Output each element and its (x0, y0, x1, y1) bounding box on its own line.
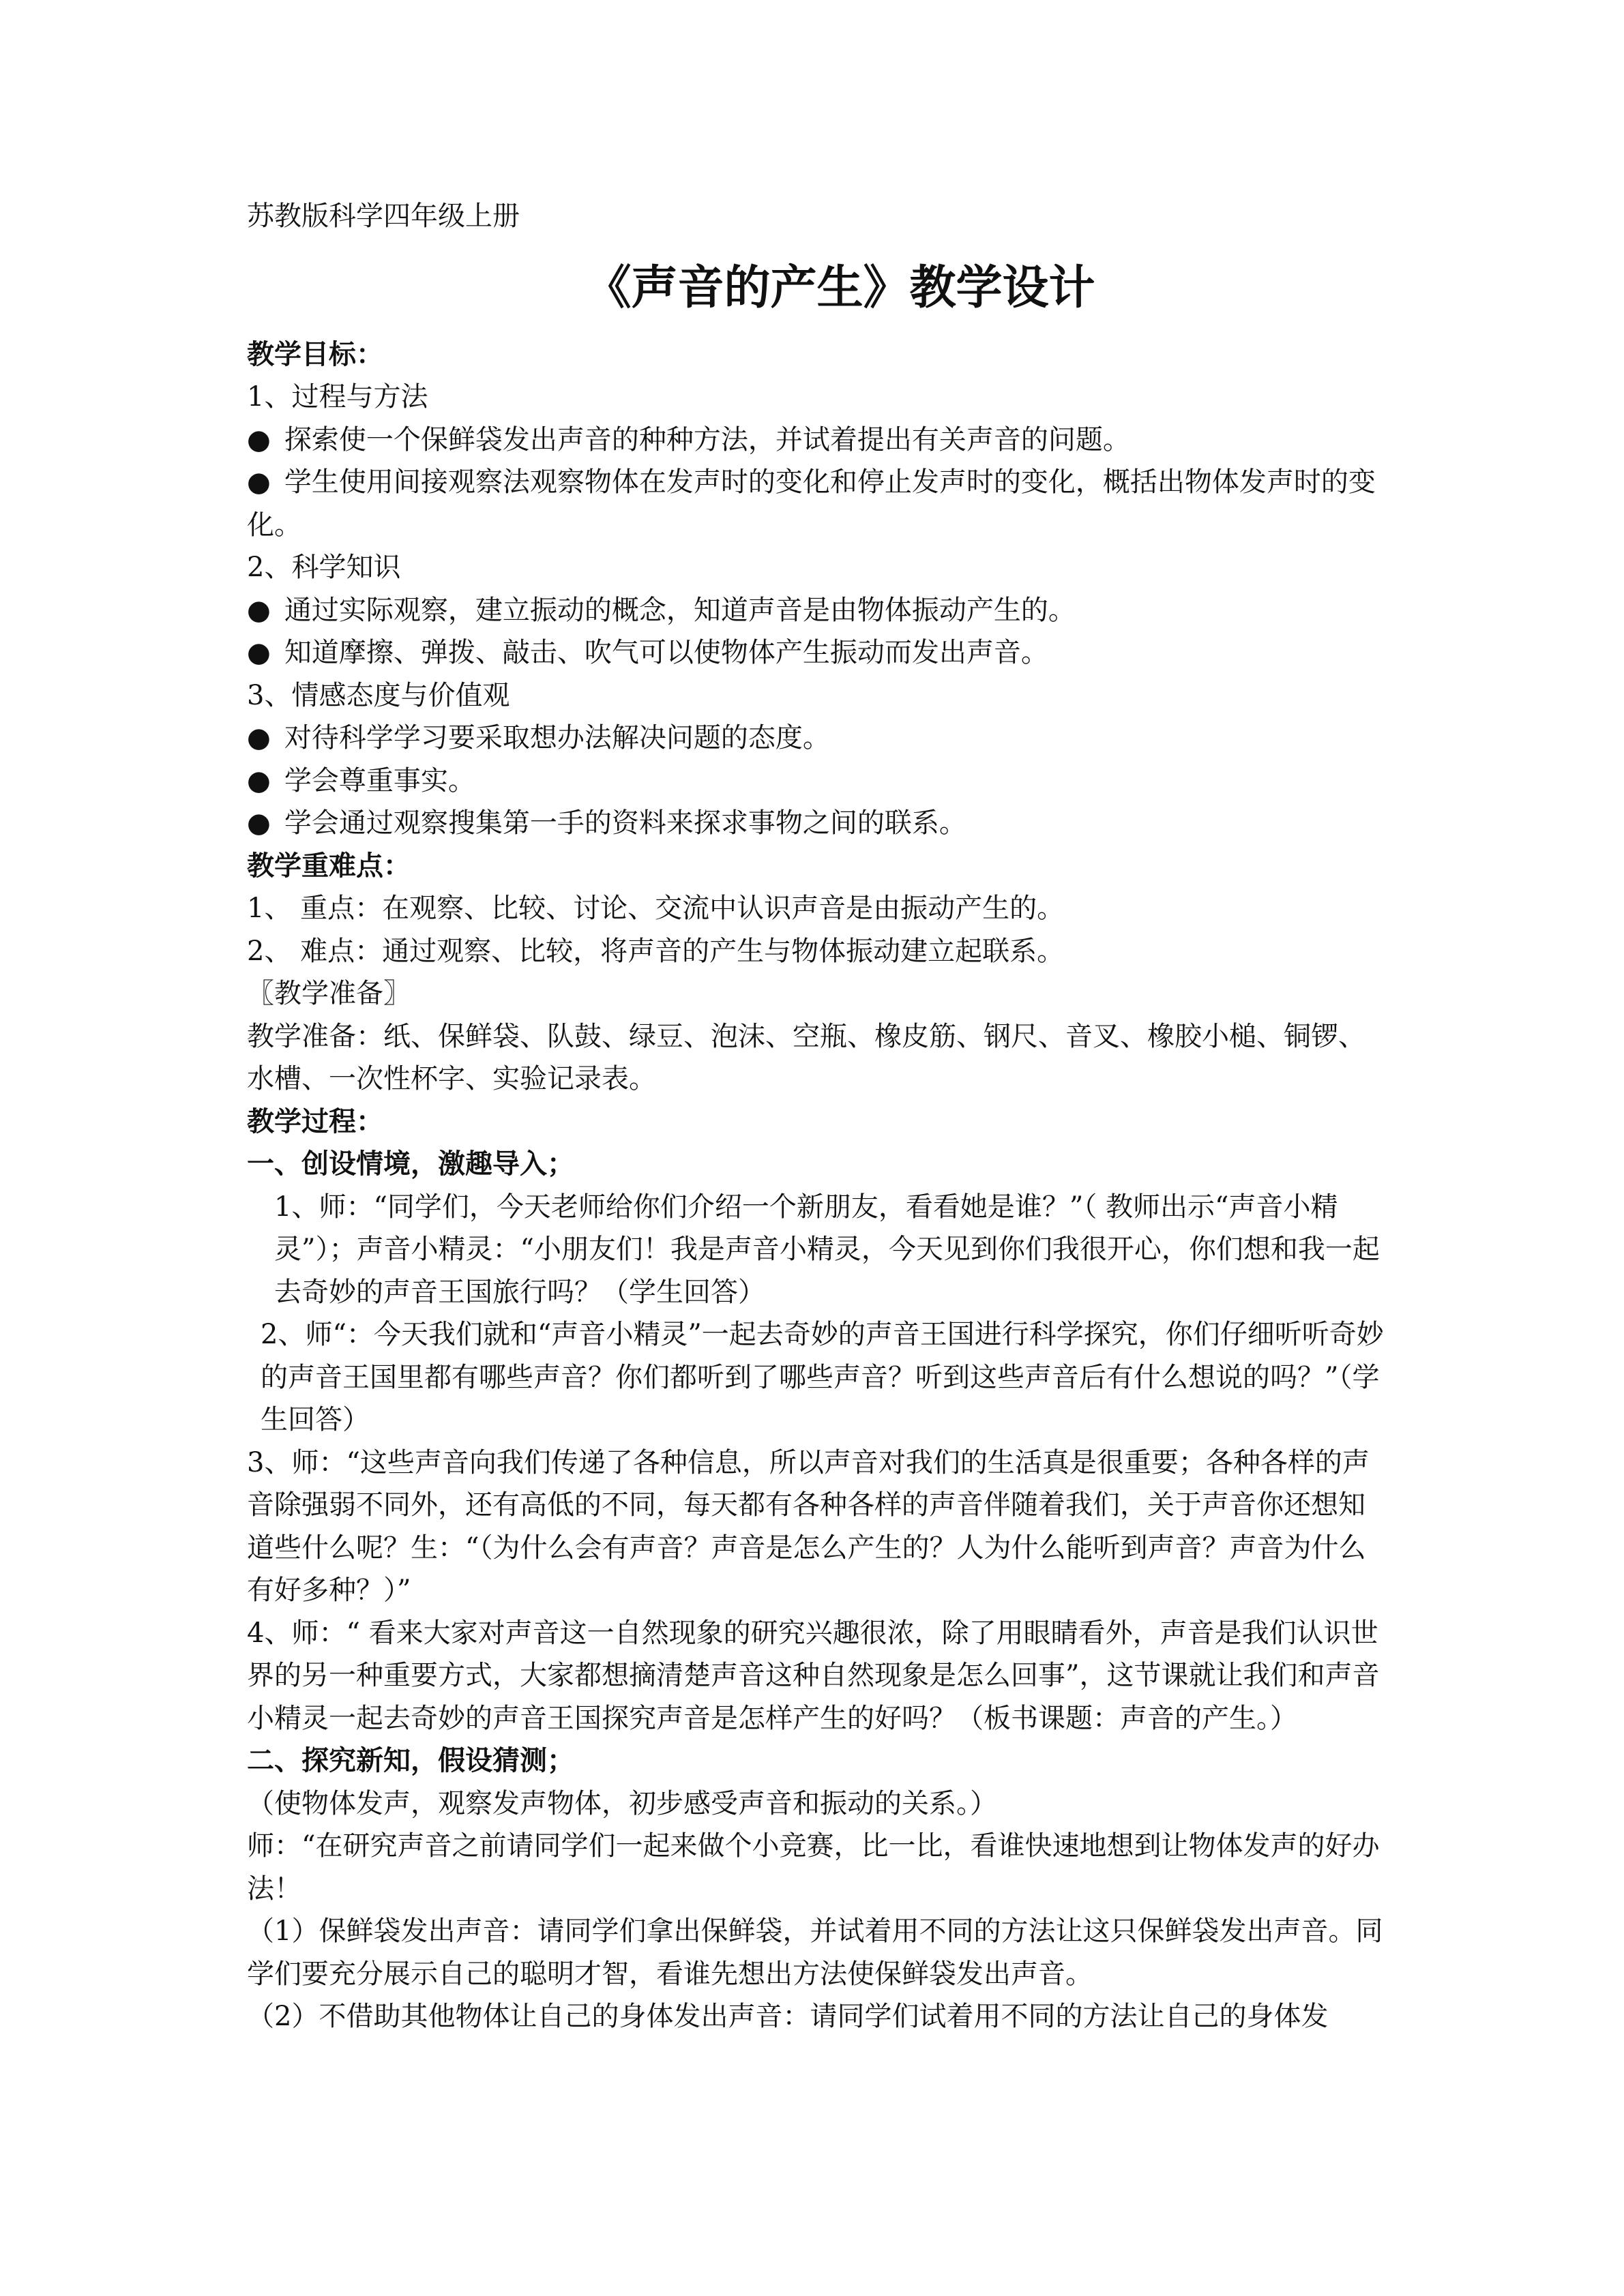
part1-heading: 一、创设情境，激趣导入； (247, 1148, 574, 1180)
part2-intro: （使物体发声，观察发声物体，初步感受声音和振动的关系。） (247, 1787, 997, 1819)
document-subtitle: 苏教版科学四年级上册 (247, 200, 520, 232)
part1-paragraph: 3、师：“这些声音向我们传递了各种信息，所以声音对我们的生活真是很重要；各种各样的声音除强弱不同外，还有高低的不同，每天都有各种各样的声音伴随着我们，关于声音你还想知道些什么呢？生：“（为什么会有声音？声音是怎么产生的？人为什么能听到声音？声音为什么有好多种？）” (247, 1446, 1370, 1606)
preparation-heading: 〖教学准备〗 (247, 978, 411, 1009)
bullet-icon: ● (247, 466, 271, 498)
part2-paragraph: 师：“在研究声音之前请同学们一起来做个小竞赛，比一比，看谁快速地想到让物体发声的好办法！ (247, 1830, 1380, 1905)
process-heading: 教学过程： (247, 1105, 383, 1137)
bullet-icon: ● (247, 807, 271, 839)
bullet-icon: ● (247, 764, 271, 796)
bullet-text: 知道摩擦、弹拨、敲击、吹气可以使物体产生振动而发出声音。 (284, 637, 1048, 668)
bullet-text: 通过实际观察，建立振动的概念，知道声音是由物体振动产生的。 (284, 594, 1076, 626)
part2-paragraph: （2）不借助其他物体让自己的身体发出声音：请同学们试着用不同的方法让自己的身体发 (247, 2001, 1329, 2032)
bullet-icon: ● (247, 722, 271, 754)
bullet-text: 学会尊重事实。 (284, 764, 475, 796)
bullet-text: 学生使用间接观察法观察物体在发声时的变化和停止发声时的变化，概括出物体发声时的变化。 (247, 466, 1376, 541)
bullet-icon: ● (247, 423, 271, 456)
bullet-item (247, 461, 1392, 546)
key-points-heading: 教学重难点： (247, 850, 411, 882)
bullet-item (247, 717, 1392, 760)
preparation-text: 教学准备：纸、保鲜袋、队鼓、绿豆、泡沫、空瓶、橡皮筋、钢尺、音叉、橡胶小槌、铜锣、水槽、一次性杯字、实验记录表。 (247, 1020, 1365, 1094)
bullet-text: 探索使一个保鲜袋发出声音的种种方法，并试着提出有关声音的问题。 (284, 423, 1130, 456)
bullet-item (247, 631, 1392, 674)
part2-heading: 二、探究新知，假设猜测； (247, 1745, 574, 1776)
bullet-item (247, 589, 1392, 632)
objectives-heading: 教学目标： (247, 338, 383, 370)
bullet-text: 学会通过观察搜集第一手的资料来探求事物之间的联系。 (284, 807, 966, 839)
part1-paragraph: 1、师：“同学们，今天老师给你们介绍一个新朋友，看看她是谁？”（ 教师出示“声音小精灵”）；声音小精灵：“小朋友们！我是声音小精灵，今天见到你们我很开心，你们想和我一起去奇妙的声音王国旅行吗？（学生回答） (274, 1191, 1380, 1308)
bullet-icon: ● (247, 637, 271, 668)
objectives-section-1: 1、过程与方法 (247, 381, 428, 413)
objectives-section-3: 3、情感态度与价值观 (247, 679, 510, 711)
part1-paragraph: 2、师“：今天我们就和“声音小精灵”一起去奇妙的声音王国进行科学探究，你们仔细听听奇妙的声音王国里都有哪些声音？你们都听到了哪些声音？听到这些声音后有什么想说的吗？”（学生回答） (261, 1319, 1384, 1435)
key-point-item: 2、 难点：通过观察、比较，将声音的产生与物体振动建立起联系。 (247, 935, 1065, 967)
bullet-item (247, 760, 1392, 803)
objectives-section-2: 2、科学知识 (247, 552, 401, 583)
key-point-item: 1、 重点：在观察、比较、讨论、交流中认识声音是由振动产生的。 (247, 893, 1065, 924)
bullet-text: 对待科学学习要采取想办法解决问题的态度。 (284, 722, 830, 754)
part2-paragraph: （1）保鲜袋发出声音：请同学们拿出保鲜袋，并试着用不同的方法让这只保鲜袋发出声音。同学们要充分展示自己的聪明才智，看谁先想出方法使保鲜袋发出声音。 (247, 1915, 1383, 1990)
document-title: 《声音的产生》教学设计 (585, 260, 1095, 315)
bullet-item (247, 419, 1392, 462)
bullet-item (247, 802, 1392, 845)
bullet-icon: ● (247, 594, 271, 626)
part1-paragraph: 4、师：“ 看来大家对声音这一自然现象的研究兴趣很浓，除了用眼睛看外，声音是我们认识世界的另一种重要方式，大家都想摘清楚声音这种自然现象是怎么回事”，这节课就让我们和声音小精灵一起去奇妙的声音王国探究声音是怎样产生的好吗？（板书课题：声音的产生。） (247, 1617, 1380, 1734)
